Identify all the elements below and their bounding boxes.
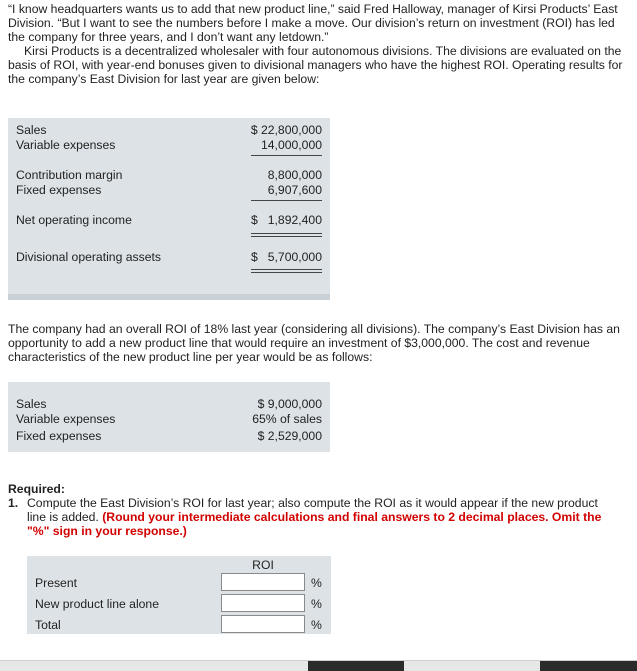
divisional-assets-label: Divisional operating assets <box>16 250 161 264</box>
required-item-number: 1. <box>8 496 19 510</box>
roi-answer-table <box>27 556 331 634</box>
double-rule-bottom <box>251 272 322 273</box>
operating-results-table <box>8 118 330 300</box>
contribution-margin-label: Contribution margin <box>16 168 123 182</box>
sales-label: Sales <box>16 123 47 137</box>
subtotal-rule <box>251 155 322 156</box>
present-roi-input[interactable] <box>221 573 305 591</box>
new-product-line-label: New product line alone <box>35 597 159 611</box>
new-fixed-value: $ 2,529,000 <box>257 429 322 443</box>
new-fixed-label: Fixed expenses <box>16 429 102 443</box>
subtotal-rule <box>251 200 322 201</box>
total-roi-input[interactable] <box>221 615 305 633</box>
variable-expenses-label: Variable expenses <box>16 138 116 152</box>
new-variable-value: 65% of sales <box>252 412 322 426</box>
required-item-text <box>27 496 608 538</box>
new-sales-label: Sales <box>16 397 47 411</box>
required-heading: Required: <box>8 482 65 496</box>
net-operating-income-value: 1,892,400 <box>267 213 322 227</box>
roi-column-header: ROI <box>252 558 274 572</box>
variable-expenses-value: 14,000,000 <box>261 138 322 152</box>
bottom-strip <box>0 660 637 671</box>
new-sales-value: $ 9,000,000 <box>257 397 322 411</box>
new-product-table <box>8 382 330 452</box>
intro-text <box>8 2 630 86</box>
fixed-expenses-label: Fixed expenses <box>16 183 102 197</box>
double-rule-bottom <box>251 236 322 237</box>
rounding-instruction: (Round your intermediate calculations and final answers to 2 decimal places. Omit the "%" sign in your response.) <box>27 510 602 538</box>
required-item-1 <box>8 496 608 538</box>
new-variable-label: Variable expenses <box>16 412 116 426</box>
middle-text: The company had an overall ROI of 18% last year (considering all divisions). The company’s East Division has an opportunity to add a new product line that would require an investment of $3,000,000. The cost and revenue characteristics of the new product line per year would be as follows: <box>8 322 620 364</box>
double-rule-top <box>251 269 322 270</box>
divisional-assets-value: 5,700,000 <box>267 250 322 264</box>
double-rule-top <box>251 233 322 234</box>
intro-paragraph-2: Kirsi Products is a decentralized wholesaler with four autonomous divisions. The divisions are evaluated on the basis of ROI, with year-end bonuses given to divisional managers who have the highest ROI. Operating results for the company’s East Division for last year are given below: <box>8 44 623 86</box>
required-question: Compute the East Division’s ROI for last year; also compute the ROI as it would appear if the new product line is added. <box>27 496 598 524</box>
net-operating-income-label: Net operating income <box>16 213 132 227</box>
percent-sign: % <box>311 618 322 632</box>
total-label: Total <box>35 618 61 632</box>
intro-paragraph-1: “I know headquarters wants us to add that new product line,” said Fred Halloway, manager of Kirsi Products’ East Division. “But I want to see the numbers before I make a move. Our division’s return on investment (ROI) has led the company for three years, and I don’t want any letdown.” <box>8 2 618 44</box>
present-label: Present <box>35 576 78 590</box>
table-bottom-band <box>8 294 330 300</box>
contribution-margin-value: 8,800,000 <box>267 168 322 182</box>
percent-sign: % <box>311 576 322 590</box>
sales-value: $ 22,800,000 <box>250 123 322 137</box>
new-product-roi-input[interactable] <box>221 594 305 612</box>
divisional-assets-dollar: $ <box>251 250 258 264</box>
net-operating-income-dollar: $ <box>251 213 258 227</box>
percent-sign: % <box>311 597 322 611</box>
fixed-expenses-value: 6,907,600 <box>267 183 322 197</box>
